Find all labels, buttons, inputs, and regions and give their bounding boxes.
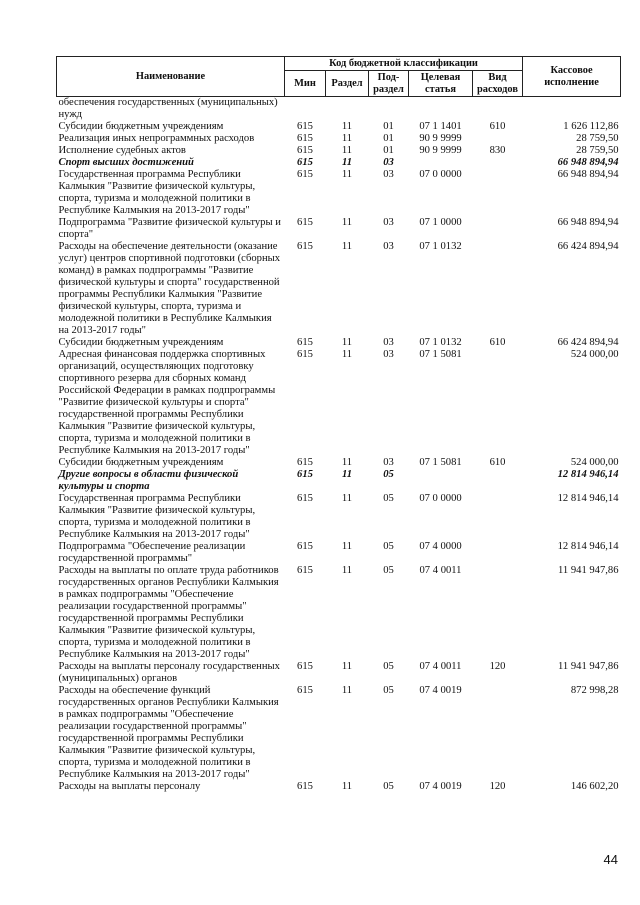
row-subsection-code: 05 bbox=[383, 469, 394, 480]
table-row bbox=[57, 781, 621, 793]
table-header bbox=[57, 57, 621, 97]
row-target-article: 07 1 0132 bbox=[419, 241, 462, 252]
row-expense-type bbox=[473, 349, 523, 457]
row-expense-type bbox=[473, 169, 523, 217]
table-row bbox=[57, 457, 621, 469]
row-amount bbox=[523, 97, 621, 122]
row-amount: 146 602,20 bbox=[570, 781, 619, 792]
row-expense-type bbox=[473, 157, 523, 169]
row-target-article: 07 4 0000 bbox=[419, 541, 462, 552]
row-expense-type bbox=[473, 541, 523, 565]
row-subsection-code: 03 bbox=[383, 349, 394, 360]
row-target-article: 07 4 0011 bbox=[419, 565, 462, 576]
row-section-code: 11 bbox=[341, 457, 353, 468]
header-cash-execution: Кассовое исполнение bbox=[523, 57, 621, 97]
row-target-article: 07 4 0019 bbox=[419, 781, 462, 792]
row-target-article: 07 1 5081 bbox=[419, 457, 462, 468]
row-expense-type bbox=[473, 217, 523, 241]
table-body bbox=[57, 97, 621, 794]
row-subsection-code: 03 bbox=[383, 457, 394, 468]
row-subsection-code: 03 bbox=[383, 241, 394, 252]
row-name: Расходы на выплаты персоналу государственных (муниципальных) органов bbox=[58, 661, 280, 684]
table-row bbox=[57, 493, 621, 541]
table-row bbox=[57, 469, 621, 493]
row-ministry-code: 615 bbox=[297, 241, 313, 252]
row-expense-type: 120 bbox=[489, 661, 506, 672]
row-section-code: 11 bbox=[341, 133, 353, 144]
row-expense-type bbox=[473, 493, 523, 541]
table-row bbox=[57, 349, 621, 457]
row-expense-type bbox=[473, 241, 523, 337]
row-section-code: 11 bbox=[341, 541, 353, 552]
table-row bbox=[57, 133, 621, 145]
row-ministry-code: 615 bbox=[297, 133, 313, 144]
row-amount: 524 000,00 bbox=[570, 457, 619, 468]
table-row bbox=[57, 565, 621, 661]
budget-execution-table bbox=[56, 56, 621, 793]
row-ministry-code: 615 bbox=[297, 493, 313, 504]
row-expense-type: 610 bbox=[489, 121, 506, 132]
row-subsection-code: 01 bbox=[383, 133, 394, 144]
row-section-code: 11 bbox=[341, 469, 352, 480]
row-ministry-code: 615 bbox=[297, 661, 313, 672]
row-name: Исполнение судебных актов bbox=[58, 145, 186, 156]
row-name: Адресная финансовая поддержка спортивных организаций, осуществляющих подготовку спортивного резерва для сборных команд Российской Федерации в рамках подпрограммы "Развитие физической культуры и спорта" государственной программы Республики Калмыкия "Развитие физической культуры, спорта, туризма и молодежной политики в Республике Калмыкия на 2013-2017 годы" bbox=[58, 349, 276, 456]
header-subsection: Под-раздел bbox=[369, 71, 409, 97]
row-subsection-code: 01 bbox=[383, 121, 394, 132]
row-expense-type bbox=[473, 565, 523, 661]
row-section-code: 11 bbox=[341, 493, 353, 504]
row-expense-type: 830 bbox=[489, 145, 506, 156]
row-subsection-code: 05 bbox=[383, 565, 394, 576]
page-number: 44 bbox=[603, 852, 618, 867]
row-ministry-code: 615 bbox=[297, 565, 313, 576]
row-ministry-code: 615 bbox=[297, 349, 313, 360]
row-amount: 12 814 946,14 bbox=[557, 469, 619, 480]
row-ministry-code: 615 bbox=[297, 169, 313, 180]
table-row bbox=[57, 169, 621, 217]
row-expense-type: 120 bbox=[489, 781, 506, 792]
row-name: Другие вопросы в области физической культуры и спорта bbox=[58, 469, 239, 492]
row-target-article bbox=[409, 157, 473, 169]
row-subsection-code bbox=[369, 97, 409, 122]
row-section-code: 11 bbox=[341, 217, 353, 228]
row-subsection-code: 01 bbox=[383, 145, 394, 156]
row-ministry-code: 615 bbox=[297, 781, 313, 792]
row-ministry-code: 615 bbox=[297, 685, 313, 696]
row-subsection-code: 05 bbox=[383, 661, 394, 672]
row-name: Спорт высших достижений bbox=[58, 157, 194, 168]
row-section-code: 11 bbox=[341, 121, 353, 132]
row-section-code bbox=[326, 97, 369, 122]
row-amount: 11 941 947,86 bbox=[558, 565, 619, 576]
row-ministry-code: 615 bbox=[297, 157, 313, 168]
row-expense-type bbox=[473, 133, 523, 145]
row-section-code: 11 bbox=[341, 349, 353, 360]
row-amount: 66 424 894,94 bbox=[557, 337, 619, 348]
row-subsection-code: 05 bbox=[383, 685, 394, 696]
row-section-code: 11 bbox=[341, 781, 353, 792]
row-amount: 12 814 946,14 bbox=[557, 493, 619, 504]
row-amount: 66 948 894,94 bbox=[557, 169, 619, 180]
row-name: Расходы на выплаты по оплате труда работников государственных органов Республики Калмыкия в рамках подпрограммы "Обеспечение реализации государственной программы" государственной программы Республики Калмыкия "Развитие физической культуры, спорта, туризма и молодежной политики в Республике Калмыкия на 2013-2017 годы" bbox=[58, 565, 279, 660]
table-row bbox=[57, 337, 621, 349]
table-row bbox=[57, 157, 621, 169]
row-ministry-code: 615 bbox=[297, 145, 313, 156]
row-amount: 12 814 946,14 bbox=[557, 541, 619, 552]
row-name: Государственная программа Республики Калмыкия "Развитие физической культуры, спорта, туризма и молодежной политики в Республике Калмыкия на 2013-2017 годы" bbox=[58, 493, 256, 540]
row-subsection-code: 03 bbox=[383, 157, 394, 168]
row-section-code: 11 bbox=[341, 241, 353, 252]
table-row bbox=[57, 217, 621, 241]
header-expense-type: Вид расходов bbox=[473, 71, 523, 97]
header-ministry: Мин bbox=[285, 71, 326, 97]
row-amount: 11 941 947,86 bbox=[558, 661, 619, 672]
row-ministry-code bbox=[285, 97, 326, 122]
row-name: Реализация иных непрограммных расходов bbox=[58, 133, 255, 144]
row-amount: 1 626 112,86 bbox=[563, 121, 619, 132]
row-section-code: 11 bbox=[341, 337, 353, 348]
row-expense-type: 610 bbox=[489, 457, 506, 468]
row-expense-type bbox=[473, 469, 523, 493]
row-name: обеспечения государственных (муниципальных) нужд bbox=[58, 97, 278, 120]
row-amount: 872 998,28 bbox=[570, 685, 619, 696]
row-target-article: 07 0 0000 bbox=[419, 493, 462, 504]
table-row bbox=[57, 661, 621, 685]
row-name: Субсидии бюджетным учреждениям bbox=[58, 337, 224, 348]
header-name: Наименование bbox=[57, 57, 285, 97]
row-name: Подпрограмма "Развитие физической культуры и спорта" bbox=[58, 217, 281, 240]
row-amount: 66 948 894,94 bbox=[557, 157, 619, 168]
row-ministry-code: 615 bbox=[297, 217, 313, 228]
row-section-code: 11 bbox=[341, 661, 353, 672]
row-name: Подпрограмма "Обеспечение реализации государственной программы" bbox=[58, 541, 246, 564]
row-target-article: 90 9 9999 bbox=[419, 145, 462, 156]
row-target-article: 90 9 9999 bbox=[419, 133, 462, 144]
row-ministry-code: 615 bbox=[297, 457, 313, 468]
row-section-code: 11 bbox=[341, 157, 352, 168]
table-row bbox=[57, 145, 621, 157]
row-subsection-code: 03 bbox=[383, 217, 394, 228]
header-target-article: Целевая статья bbox=[409, 71, 473, 97]
row-name: Государственная программа Республики Калмыкия "Развитие физической культуры, спорта, туризма и молодежной политики в Республике Калмыкия на 2013-2017 годы" bbox=[58, 169, 256, 216]
row-ministry-code: 615 bbox=[297, 541, 313, 552]
row-target-article: 07 4 0019 bbox=[419, 685, 462, 696]
row-amount: 66 948 894,94 bbox=[557, 217, 619, 228]
row-subsection-code: 05 bbox=[383, 541, 394, 552]
row-section-code: 11 bbox=[341, 145, 353, 156]
row-name: Субсидии бюджетным учреждениям bbox=[58, 457, 224, 468]
row-target-article: 07 0 0000 bbox=[419, 169, 462, 180]
row-subsection-code: 03 bbox=[383, 169, 394, 180]
row-target-article: 07 1 0000 bbox=[419, 217, 462, 228]
row-amount: 524 000,00 bbox=[570, 349, 619, 360]
row-ministry-code: 615 bbox=[297, 337, 313, 348]
row-section-code: 11 bbox=[341, 169, 353, 180]
row-expense-type bbox=[473, 685, 523, 781]
row-ministry-code: 615 bbox=[297, 469, 313, 480]
row-name: Субсидии бюджетным учреждениям bbox=[58, 121, 224, 132]
row-amount: 28 759,50 bbox=[576, 133, 619, 144]
row-target-article: 07 4 0011 bbox=[419, 661, 462, 672]
row-ministry-code: 615 bbox=[297, 121, 313, 132]
table-row bbox=[57, 541, 621, 565]
row-target-article: 07 1 0132 bbox=[419, 337, 462, 348]
row-target-article bbox=[409, 97, 473, 122]
row-name: Расходы на обеспечение функций государственных органов Республики Калмыкия в рамках подпрограммы "Обеспечение реализации государственной программы" государственной программы Республики Калмыкия "Развитие физической культуры, спорта, туризма и молодежной политики в Республике Калмыкия на 2013-2017 годы" bbox=[58, 685, 279, 780]
table-row bbox=[57, 685, 621, 781]
row-subsection-code: 05 bbox=[383, 781, 394, 792]
row-target-article: 07 1 5081 bbox=[419, 349, 462, 360]
row-expense-type: 610 bbox=[489, 337, 506, 348]
header-budget-classification: Код бюджетной классификации bbox=[285, 57, 523, 71]
table-row bbox=[57, 121, 621, 133]
row-section-code: 11 bbox=[341, 565, 353, 576]
row-amount: 28 759,50 bbox=[576, 145, 619, 156]
row-expense-type bbox=[473, 97, 523, 122]
table-row bbox=[57, 97, 621, 122]
row-subsection-code: 05 bbox=[383, 493, 394, 504]
row-name: Расходы на выплаты персоналу bbox=[58, 781, 201, 792]
header-section: Раздел bbox=[326, 71, 369, 97]
table-row bbox=[57, 241, 621, 337]
row-name: Расходы на обеспечение деятельности (оказание услуг) центров спортивной подготовки (сборных команд) в рамках подпрограммы "Развитие физической культуры и спорта" государственной программы Республики Калмыкия "Развитие физической культуры, спорта, туризма и молодежной политики в Республике Калмыкия на 2013-2017 годы" bbox=[58, 241, 281, 336]
row-section-code: 11 bbox=[341, 685, 353, 696]
row-amount: 66 424 894,94 bbox=[557, 241, 619, 252]
row-target-article bbox=[409, 469, 473, 493]
row-subsection-code: 03 bbox=[383, 337, 394, 348]
row-target-article: 07 1 1401 bbox=[419, 121, 462, 132]
